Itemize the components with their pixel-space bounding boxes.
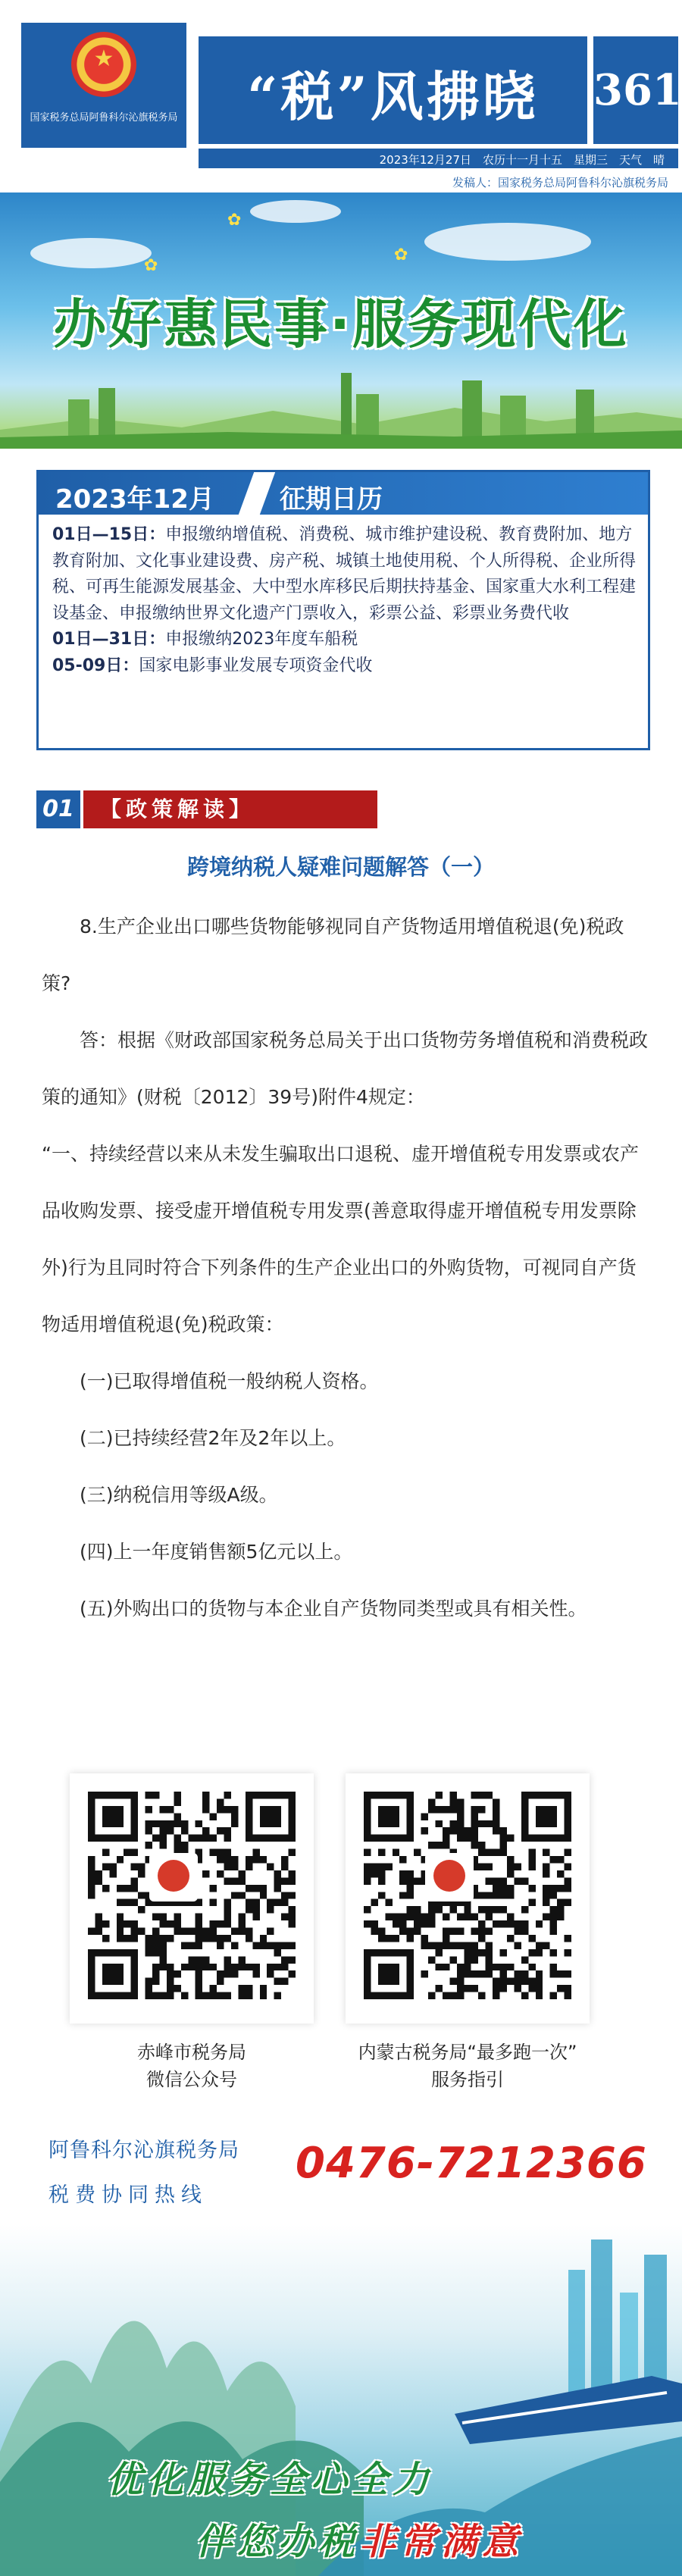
slogan-line-2 — [196, 2512, 523, 2565]
article-question: 8.生产企业出口哪些货物能够视同自产货物适用增值税退(免)税政策? — [42, 916, 624, 994]
cloud-decoration — [30, 238, 152, 268]
qr-caption-line: 赤峰市税务局 — [137, 2042, 246, 2063]
masthead — [0, 0, 682, 192]
newsletter-title-box — [199, 36, 587, 144]
tax-calendar — [36, 470, 650, 750]
emblem-box — [21, 23, 186, 148]
calendar-entry-text: 国家电影事业发展专项资金代收 — [139, 656, 373, 675]
calendar-month: 2023年12月 — [55, 484, 214, 515]
slogan-prefix: 伴您办税 — [196, 2521, 360, 2563]
condition-item: (二)已持续经营2年及2年以上。 — [80, 1427, 346, 1449]
calendar-label: 征期日历 — [280, 484, 383, 515]
calendar-entry — [52, 653, 636, 680]
hotline-number[interactable]: 0476-7212366 — [296, 2139, 647, 2188]
qr-card-chifeng-wechat[interactable] — [70, 1773, 314, 2024]
slogan-highlight: 非常满意 — [359, 2521, 524, 2563]
qr-caption-line: 服务指引 — [431, 2069, 504, 2090]
qr-caption-right — [346, 2039, 590, 2093]
article-answer-intro: 答：根据《财政部国家税务总局关于出口货物劳务增值税和消费税政策的通知》(财税〔2012〕39号)附件4规定： — [42, 1029, 649, 1108]
calendar-entry-date: 05-09日： — [52, 656, 139, 675]
section-number: 01 — [36, 790, 80, 828]
header-divider — [239, 472, 275, 515]
calendar-entry-text: 申报缴纳增值税、消费税、城市维护建设税、教育费附加、地方教育附加、文化事业建设费、房产税、城镇土地使用税、个人所得税、企业所得税、可再生能源发展基金、大中型水库移民后期扶持基金、国家重大水利工程建设基金、申报缴纳世界文化遗产门票收入，彩票公益、彩票业务费代收 — [52, 525, 637, 623]
section-label: 【政策解读】 — [83, 790, 377, 828]
cloud-decoration — [250, 200, 341, 223]
calendar-entry — [52, 522, 636, 627]
issue-number: 361 — [593, 65, 682, 115]
hotline-label: 税费协同热线 — [48, 2183, 208, 2207]
article-quote: “一、持续经营以来从未发生骗取出口退税、虚开增值税专用发票或农产品收购发票、接受虚开增值税专用发票(善意取得虚开增值税专用发票除外)行为且同时符合下列条件的生产企业出口的外购货物，可视同自产货物适用增值税退(免)税政策： — [42, 1143, 639, 1335]
tax-logo-icon — [425, 1853, 474, 1901]
hotline-org: 阿鲁科尔沁旗税务局 — [48, 2139, 239, 2162]
qr-caption-left — [70, 2039, 314, 2093]
date-bar — [199, 149, 678, 168]
qr-card-inner-mongolia-guide[interactable] — [346, 1773, 590, 2024]
condition-item: (四)上一年度销售额5亿元以上。 — [80, 1541, 353, 1563]
qr-caption-line: 内蒙古税务局“最多跑一次” — [358, 2042, 577, 2063]
calendar-body — [52, 522, 636, 679]
newsletter-title: “税”风拂晓 — [247, 65, 539, 128]
calendar-entry-date: 01日—31日： — [52, 630, 166, 649]
article-body — [42, 898, 648, 1637]
date-line: 2023年12月27日 农历十一月十五 星期三 天气 晴 — [379, 153, 665, 167]
calendar-entry-text: 申报缴纳2023年度车船税 — [165, 630, 358, 649]
flower-icon: ✿ — [394, 246, 408, 264]
flower-icon: ✿ — [227, 211, 242, 230]
calendar-entry-date: 01日—15日： — [52, 525, 166, 544]
calendar-header — [39, 472, 648, 515]
tax-logo-icon — [149, 1853, 198, 1901]
emblem-caption: 国家税务总局阿鲁科尔沁旗税务局 — [30, 112, 178, 124]
star-icon: ★ — [93, 45, 114, 72]
cloud-decoration — [424, 223, 591, 261]
condition-item: (五)外购出口的货物与本企业自产货物同类型或具有相关性。 — [80, 1598, 587, 1620]
section-header — [36, 790, 377, 828]
city-skyline-graphic — [0, 358, 682, 449]
qr-caption-line: 微信公众号 — [146, 2069, 237, 2090]
condition-item: (三)纳税信用等级A级。 — [80, 1484, 278, 1506]
tax-emblem-icon — [71, 32, 136, 97]
calendar-entry — [52, 627, 636, 653]
footer-scenery — [0, 2224, 682, 2576]
article-title: 跨境纳税人疑难问题解答（一） — [186, 854, 495, 880]
publisher-line: 发稿人：国家税务总局阿鲁科尔沁旗税务局 — [452, 176, 668, 189]
flower-icon: ✿ — [144, 256, 158, 275]
issue-box — [593, 36, 682, 144]
banner-title: 办好惠民事·服务现代化 — [53, 293, 629, 355]
banner — [0, 192, 682, 449]
slogan-line-1: 优化服务全心全力 — [106, 2459, 434, 2501]
condition-item: (一)已取得增值税一般纳税人资格。 — [80, 1370, 379, 1392]
